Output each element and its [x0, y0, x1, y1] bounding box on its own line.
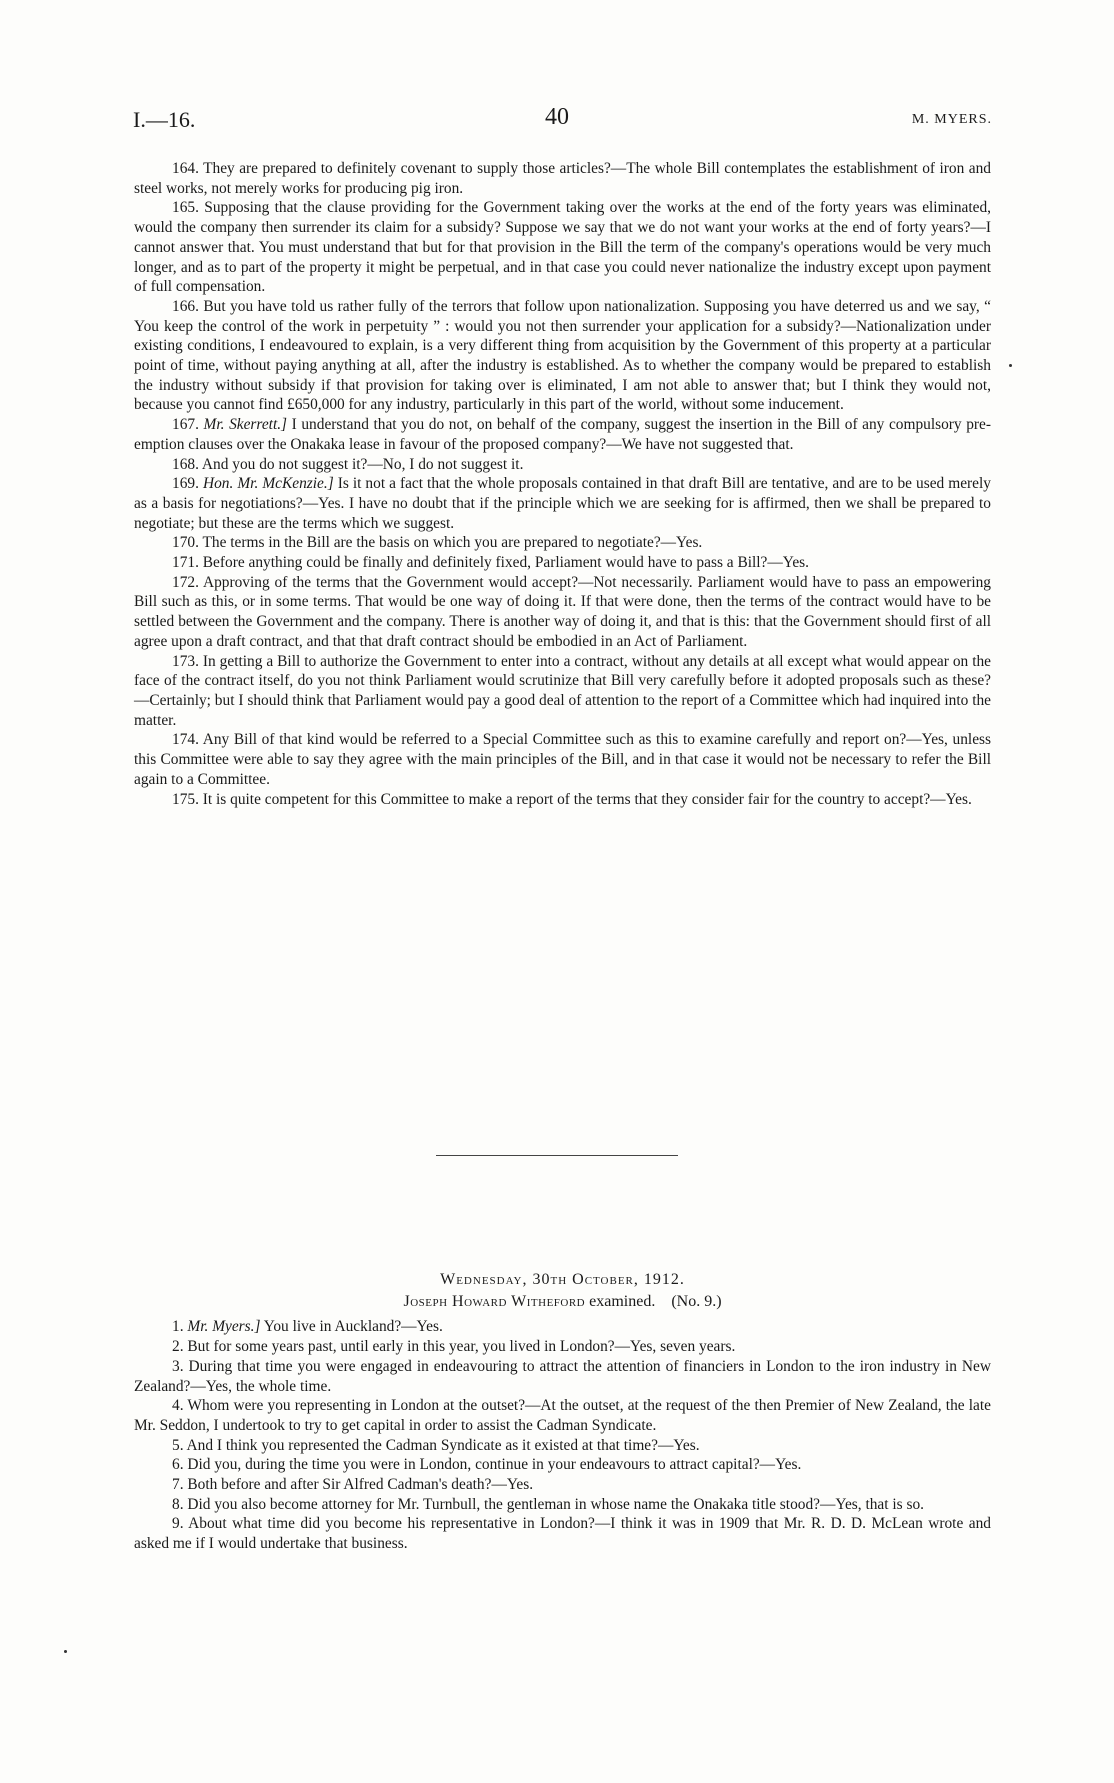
witness-tag: M. MYERS. [911, 112, 992, 127]
question-175: 175. It is quite competent for this Committee to make a report of the terms that they consider fair for the country to accept?—Yes. [172, 790, 972, 808]
speaker-name: Mr. Skerrett.] [203, 416, 288, 434]
question-171: 171. Before anything could be finally and definitely fixed, Parliament would have to pass a Bill?—Yes. [172, 554, 810, 572]
page-number: 40 [545, 104, 569, 130]
question-8: 8. Did you also become attorney for Mr. Turnbull, the gentleman in whose name the Onakaka title stood?—Yes, that is so. [172, 1495, 925, 1513]
question-174: 174. Any Bill of that kind would be referred to a Special Committee such as this to examine carefully and report on?—Yes, unless this Committee were able to say they agree with the main principles of the Bill, and in that case it would not be necessary to refer the Bill again to a Committee. [134, 731, 991, 788]
question-text: I understand that you do not, on behalf of the company, suggest the insertion in the Bill of any compulsory pre-emption clauses over the Onakaka lease in favour of the proposed company?—We have not suggested that. [134, 416, 991, 453]
question-number: 169. [172, 475, 199, 493]
question-169 [134, 474, 991, 533]
question-number: 167. [172, 416, 199, 434]
question-3: 3. During that time you were engaged in endeavouring to attract the attention of financiers in London to the iron industry in New Zealand?—Yes, the whole time. [134, 1357, 991, 1395]
question-6: 6. Did you, during the time you were in London, continue in your endeavours to attract capital?—Yes. [172, 1456, 802, 1474]
question-164: 164. They are prepared to definitely covenant to supply those articles?—The whole Bill contemplates the establishment of iron and steel works, not merely works for producing pig iron. [134, 160, 991, 197]
scan-speck [64, 1650, 67, 1653]
question-168: 168. And you do not suggest it?—No, I do not suggest it. [172, 455, 524, 473]
question-text: You live in Auckland?—Yes. [260, 1318, 443, 1336]
speaker-name: Hon. Mr. McKenzie.] [202, 475, 334, 493]
question-166: 166. But you have told us rather fully of the terrors that follow upon nationalization. Supposing you have deterred us and we say, “ You keep the control of the work in perpetuity ” : would you not then surrender your application for a subsidy?—Nationalization under existing conditions, I endeavoured to explain, is a very different thing from acquisition by the Government of this property at a particular point of time, without paying anything at all, after the industry is established. As to whether the company would be prepared to establish the industry without subsidy if that provision for taking over is eliminated, I am not able to answer that; but I think they would not, because you cannot find £650,000 for any industry, particularly in this part of the world, without some inducement. [134, 297, 991, 414]
question-170: 170. The terms in the Bill are the basis on which you are prepared to negotiate?—Yes. [172, 534, 703, 552]
question-5: 5. And I think you represented the Cadman Syndicate as it existed at that time?—Yes. [172, 1436, 700, 1454]
witness-name: Joseph Howard Witheford [403, 1292, 586, 1310]
question-2: 2. But for some years past, until early in this year, you lived in London?—Yes, seven years. [172, 1338, 736, 1356]
witness-suffix: examined. (No. 9.) [585, 1292, 722, 1310]
new-sitting-section [134, 1270, 991, 1554]
question-text: Is it not a fact that the whole proposals contained in that draft Bill are tentative, and are to be used merely as a basis for negotiations?—Yes. I have no doubt that if the principle which we are seeking for is affirmed, then we shall be prepared to negotiate; but these are the terms which we suggest. [134, 475, 991, 532]
question-4: 4. Whom were you representing in London at the outset?—At the outset, at the request of the then Premier of New Zealand, the late Mr. Seddon, I undertook to try to get capital in order to assist the Cadman Syndicate. [134, 1397, 991, 1434]
witness-heading [134, 1292, 991, 1312]
question-172: 172. Approving of the terms that the Government would accept?—Not necessarily. Parliament would have to pass an empowering Bill such as this, or in some terms. That would be one way of doing it. If that were done, then the terms of the contract would have to be settled between the Government and the company. There is another way of doing it, and that is this: that the Government should first of all agree upon a draft contract, and that that draft contract should be embodied in an Act of Parliament. [134, 573, 991, 650]
question-9: 9. About what time did you become his representative in London?—I think it was in 1909 that Mr. R. D. D. McLean wrote and asked me if I would undertake that business. [134, 1515, 991, 1553]
speaker-name: Mr. Myers.] [187, 1318, 261, 1336]
question-number: 1. [172, 1318, 184, 1336]
question-165: 165. Supposing that the clause providing for the Government taking over the works at the end of the forty years was eliminated, would the company then surrender its claim for a subsidy? Suppose we say that we do not want your works at the end of forty years?—I cannot answer that. You must understand that but for that provision in the Bill the term of the company's operations would be very much longer, and as to part of the property it might be perpetual, and in that case you could never nationalize the industry except upon payment of full compensation. [134, 199, 991, 296]
scan-speck [1009, 364, 1012, 367]
section-divider [436, 1155, 678, 1156]
question-1 [134, 1317, 991, 1337]
question-7: 7. Both before and after Sir Alfred Cadman's death?—Yes. [172, 1476, 534, 1494]
question-173: 173. In getting a Bill to authorize the Government to enter into a contract, without any details at all except what would appear on the face of the contract itself, do you not think Parliament would scrutinize that Bill very carefully before it adopted proposals such as these?—Certainly; but I should think that Parliament would pay a good deal of attention to the report of a Committee which had inquired into the matter. [134, 652, 991, 729]
sitting-date: Wednesday, 30th October, 1912. [440, 1271, 685, 1288]
paper-reference: I.—16. [133, 107, 196, 132]
evidence-body [134, 159, 991, 809]
question-167 [134, 415, 991, 454]
